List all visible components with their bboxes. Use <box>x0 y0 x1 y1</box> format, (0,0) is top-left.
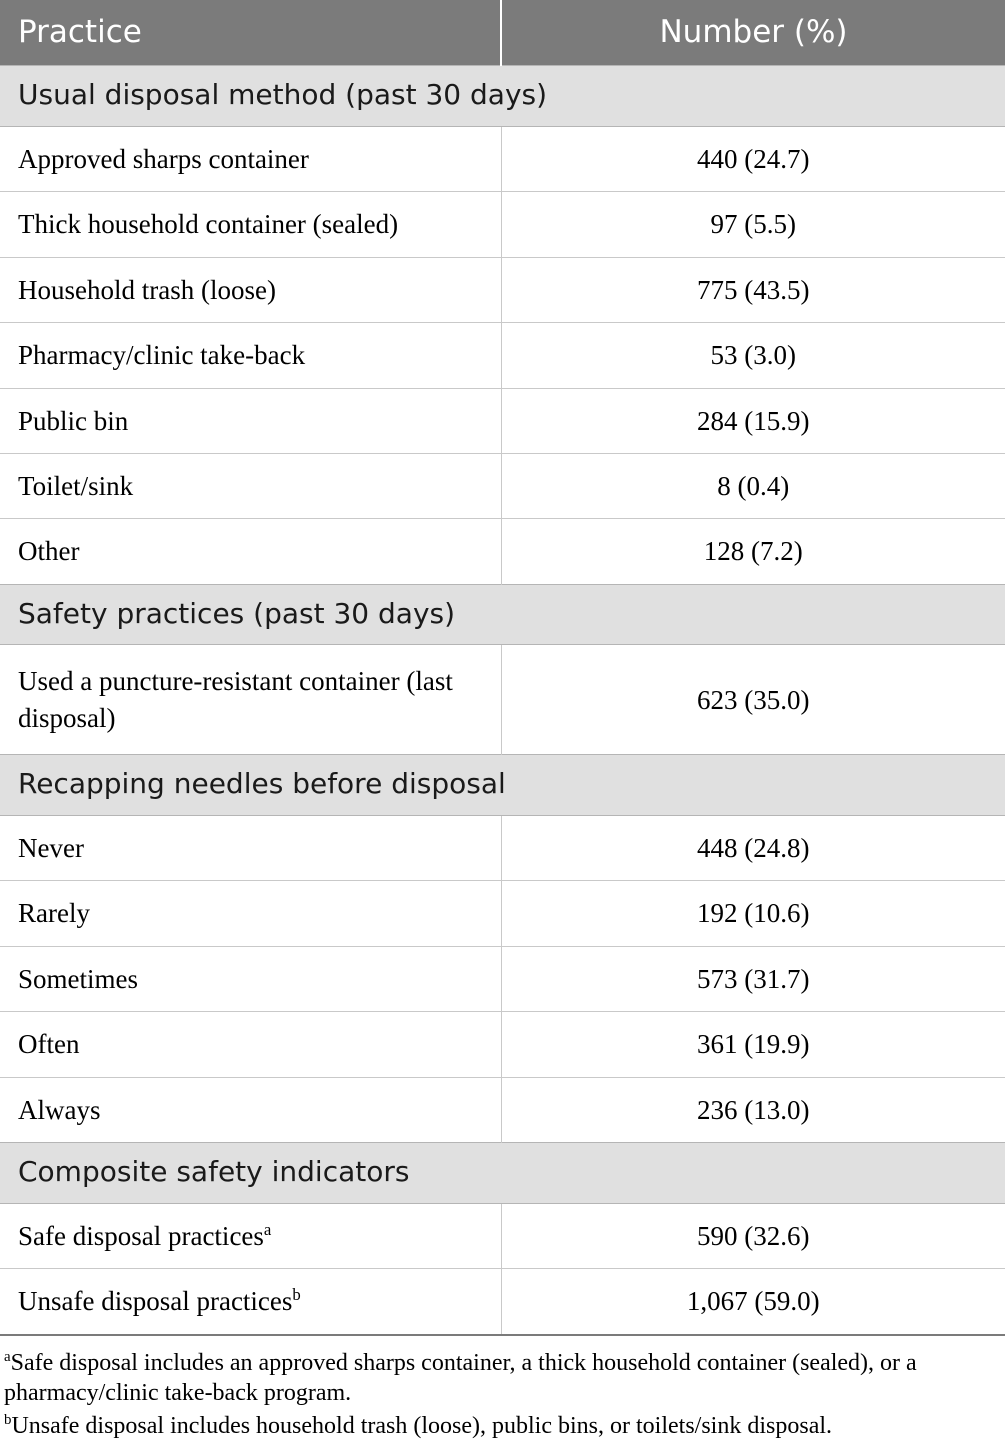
row-label <box>0 1203 501 1268</box>
row-label <box>0 388 501 453</box>
table-row <box>0 1077 1005 1142</box>
section-header-row <box>0 584 1005 645</box>
table-row <box>0 1012 1005 1077</box>
row-label <box>0 323 501 388</box>
row-label-text: Approved sharps container <box>18 143 309 174</box>
row-label <box>0 126 501 191</box>
table-row <box>0 126 1005 191</box>
row-value: 236 (13.0) <box>697 1094 810 1125</box>
table-header-row <box>0 0 1005 66</box>
footnote-a <box>4 1348 1001 1409</box>
row-value: 284 (15.9) <box>501 388 1005 453</box>
row-value: 97 (5.5) <box>501 192 1005 257</box>
section-header-row <box>0 1143 1005 1204</box>
row-value: 53 (3.0) <box>501 323 1005 388</box>
row-footnote-marker: b <box>292 1285 301 1305</box>
row-label <box>0 257 501 322</box>
table-row <box>0 1269 1005 1335</box>
row-label-text: Rarely <box>18 898 90 929</box>
column-header-number: Number (%) <box>501 0 1005 66</box>
table-row <box>0 815 1005 880</box>
row-value: 573 (31.7) <box>501 946 1005 1011</box>
table-row <box>0 946 1005 1011</box>
row-value: 1,067 (59.0) <box>501 1269 1005 1335</box>
row-label <box>0 645 501 755</box>
table-row <box>0 192 1005 257</box>
footnote-text-b: Unsafe disposal includes household trash (loose), public bins, or toilets/sink disposal. <box>11 1413 833 1439</box>
table-row <box>0 1203 1005 1268</box>
table-row <box>0 388 1005 453</box>
row-label-text: Sometimes <box>18 963 138 994</box>
table-row <box>0 257 1005 322</box>
row-label <box>0 1012 501 1077</box>
row-footnote-marker: a <box>263 1219 272 1239</box>
row-label-text: Often <box>18 1029 80 1060</box>
section-header-row <box>0 755 1005 816</box>
footnote-marker-a: a <box>4 1348 11 1365</box>
row-label <box>0 881 501 946</box>
row-label-text: Thick household container (sealed) <box>18 209 399 240</box>
row-label <box>0 815 501 880</box>
row-value: 361 (19.9) <box>501 1012 1005 1077</box>
row-value: 590 (32.6) <box>501 1203 1005 1268</box>
section-title: Composite safety indicators <box>0 1143 1005 1204</box>
row-value: 8 (0.4) <box>501 453 1005 518</box>
row-value: 775 (43.5) <box>501 257 1005 322</box>
footnote-b <box>4 1411 1001 1442</box>
table-head <box>0 0 1005 66</box>
row-label-text: Always <box>18 1094 101 1125</box>
footnote-marker-b: b <box>4 1412 12 1428</box>
row-label-text: Safe disposal practices <box>18 1220 264 1251</box>
table-row <box>0 453 1005 518</box>
row-label <box>0 453 501 518</box>
row-value: 623 (35.0) <box>697 684 810 715</box>
row-label-text: Household trash (loose) <box>18 274 276 305</box>
row-label-text: Unsafe disposal practices <box>18 1286 293 1317</box>
row-label <box>0 519 501 584</box>
footnotes <box>0 1336 1005 1454</box>
column-header-practice: Practice <box>0 0 501 66</box>
row-label <box>0 192 501 257</box>
row-label <box>0 1077 501 1142</box>
row-label-text: Public bin <box>18 405 129 436</box>
section-title: Safety practices (past 30 days) <box>0 584 1005 645</box>
table-row <box>0 645 1005 755</box>
row-label <box>0 1269 501 1335</box>
row-value: 440 (24.7) <box>501 126 1005 191</box>
table-row <box>0 881 1005 946</box>
section-title: Recapping needles before disposal <box>0 755 1005 816</box>
row-value: 192 (10.6) <box>501 881 1005 946</box>
section-title: Usual disposal method (past 30 days) <box>0 66 1005 127</box>
table-row <box>0 519 1005 584</box>
row-value: 448 (24.8) <box>501 815 1005 880</box>
table-row <box>0 323 1005 388</box>
row-label-text: Pharmacy/clinic take-back <box>18 340 306 371</box>
row-label-text: Never <box>18 832 84 863</box>
row-label-text: Other <box>18 536 80 567</box>
row-label-text: Used a puncture-resistant container (last disposal) <box>18 666 453 733</box>
row-label <box>0 946 501 1011</box>
section-header-row <box>0 66 1005 127</box>
table-body <box>0 66 1005 1335</box>
row-value: 128 (7.2) <box>703 536 803 567</box>
row-label-text: Toilet/sink <box>18 470 134 501</box>
footnote-text-a: Safe disposal includes an approved sharps container, a thick household container (sealed), or a pharmacy/clinic take-back program. <box>4 1349 917 1407</box>
